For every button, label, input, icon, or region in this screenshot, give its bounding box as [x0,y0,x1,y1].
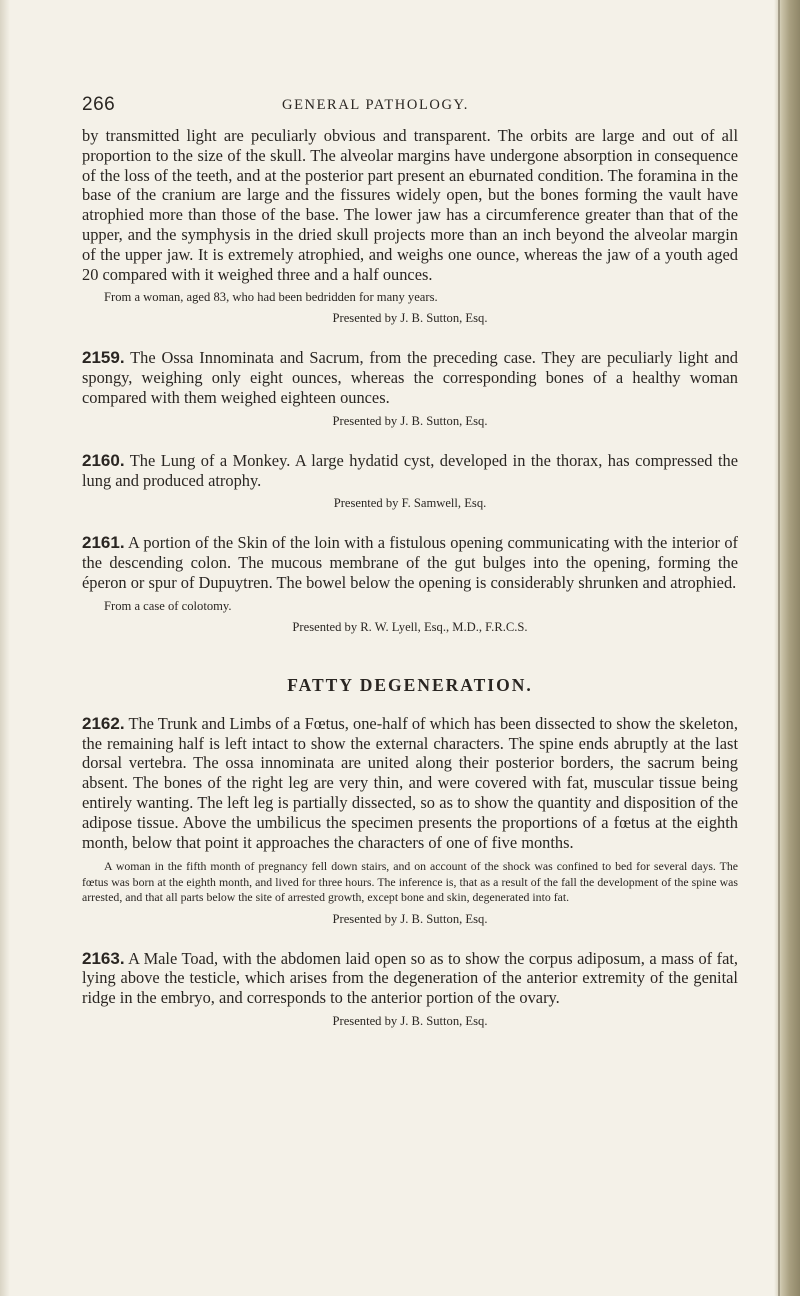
entry-presented: Presented by J. B. Sutton, Esq. [332,413,488,428]
page-header [82,94,738,118]
entry-paragraph [82,451,738,491]
catalogue-entry-2161 [82,533,738,634]
catalogue-entry-2160 [82,451,738,512]
entry-presented: Presented by F. Samwell, Esq. [333,496,487,511]
catalogue-entry-2162 [82,714,738,927]
entry-number: 2163. [82,948,125,968]
page-left-shadow [0,0,10,1296]
entry-paragraph [82,949,738,1008]
entry-presented: Presented by R. W. Lyell, Esq., M.D., F.R.C.S. [292,619,528,634]
entry-note: A woman in the fifth month of pregnancy fell down stairs, and on account of the shock was confined to bed for several days. The fœtus was born at the eighth month, and lived for three hours. The inference is, that as a result of the fall the development of the spine was arrested, and that all parts below the site of arrested growth, except bone and skin, degenerated into fat. [82,859,738,905]
entry-text: A Male Toad, with the abdomen laid open so as to show the corpus adiposum, a mass of fat, lying above the testicle, which arises from the degeneration of the anterior extremity of the genital ridge in the embryo, and corresponds to the anterior portion of the ovary. [82,948,738,1008]
entry-presented: Presented by J. B. Sutton, Esq. [332,1013,488,1028]
binding-line [778,0,780,1296]
intro-paragraph-block [82,126,738,326]
entry-number: 2161. [82,533,125,553]
intro-paragraph: by transmitted light are peculiarly obvious and transparent. The orbits are large and out of all proportion to the size of the skull. The alveolar margins have undergone absorption in consequence of the loss of the teeth, and at the posterior part present an eburnated condition. The foramina in the base of the cranium are large and the fissures widely open, but the bones forming the vault have atrophied more than those of the base. The lower jaw has a circumference greater than that of the upper, and the symphysis in the dried skull projects more than an inch beyond the alveolar margin of the upper jaw. It is extremely atrophied, and weighs one ounce, whereas the jaw of a youth aged 20 compared with it weighed three and a half ounces. [82,126,738,284]
catalogue-entry-2159 [82,348,738,428]
running-title: GENERAL PATHOLOGY. [282,97,469,113]
entry-text: The Lung of a Monkey. A large hydatid cyst, developed in the thorax, has compressed the lung and produced atrophy. [82,450,738,490]
section-heading: FATTY DEGENERATION. [287,674,533,695]
intro-presented: Presented by J. B. Sutton, Esq. [332,311,488,326]
entry-paragraph [82,714,738,853]
entry-number: 2162. [82,713,125,733]
entry-paragraph [82,348,738,407]
page-number: 266 [82,94,116,115]
entry-number: 2160. [82,450,125,470]
entry-paragraph [82,533,738,592]
page-body [82,126,738,1029]
entry-text: A portion of the Skin of the loin with a fistulous opening communicating with the interior of the descending colon. The mucous membrane of the gut bulges into the opening, forming the éperon or spur of Dupuytren. The bowel below the opening is considerably shrunken and atrophied. [82,533,738,592]
entry-note: From a case of colotomy. [104,598,232,613]
entry-text: The Trunk and Limbs of a Fœtus, one-half of which has been dissected to show the skeleton, the remaining half is left intact to show the external characters. The spine ends abruptly at the last dorsal vertebra. The ossa innominata are united along their posterior borders, the sacrum being absent. The bones of the right leg are very thin, and were covered with fat, muscular tissue being entirely wanting. The left leg is partially dissected, so as to show the quantity and disposition of the adipose tissue. Above the umbilicus the specimen presents the proportions of a fœtus at the eighth month, below that point it approaches the characters of one of five months. [82,713,738,852]
entry-text: The Ossa Innominata and Sacrum, from the preceding case. They are peculiarly light and spongy, weighing only eight ounces, whereas the corresponding bones of a healthy woman compared with them weighed eighteen ounces. [82,348,738,407]
intro-note: From a woman, aged 83, who had been bedridden for many years. [104,290,438,305]
catalogue-entry-2163 [82,949,738,1029]
entry-presented: Presented by J. B. Sutton, Esq. [332,911,488,926]
entry-number: 2159. [82,348,125,368]
